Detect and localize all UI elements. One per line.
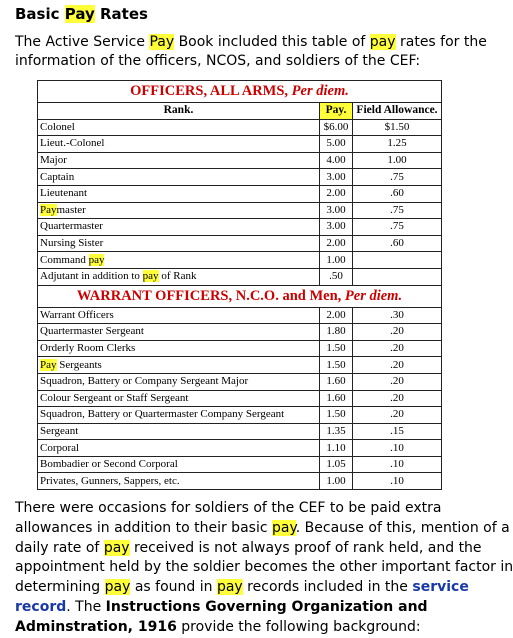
rank-text: Captain (40, 170, 75, 183)
table-row (38, 373, 442, 390)
rank-text: Colour Sergeant or Staff Sergeant (40, 391, 189, 404)
rank-text: Nursing Sister (40, 237, 104, 250)
pay-cell: 1.00 (320, 252, 353, 269)
rank-highlight: Pay (40, 358, 57, 371)
pay-cell: .50 (320, 268, 353, 285)
pay-cell: $6.00 (320, 119, 353, 136)
rank-text: Corporal (40, 441, 80, 454)
text: . Because of this, mention of a (295, 519, 510, 536)
officers-section-row (38, 81, 442, 103)
rank-text: master (56, 203, 86, 216)
rank-text: Sergeants (56, 358, 102, 371)
warrant-section-title (38, 285, 442, 307)
rank-cell (38, 307, 320, 324)
rank-cell (38, 185, 320, 202)
pay-cell: 1.80 (320, 324, 353, 341)
allowance-cell: .20 (353, 357, 442, 374)
title-text-end: Rates (94, 5, 148, 23)
text-bold: Adminstration, 1916 (15, 618, 177, 635)
rank-cell (38, 202, 320, 219)
rank-cell (38, 268, 320, 285)
allowance-cell: .30 (353, 307, 442, 324)
highlight: pay (216, 579, 243, 596)
intro-line-2: information of the officers, NCOS, and soldiers of the CEF: (15, 53, 421, 69)
outro-line-5 (15, 578, 467, 598)
pay-cell: 2.00 (320, 235, 353, 252)
rank-text: Quartermaster Sergeant (40, 325, 144, 338)
pay-rates-table (37, 80, 442, 490)
allowance-cell: .60 (353, 235, 442, 252)
table-row (38, 473, 442, 490)
table-row (38, 136, 442, 153)
rank-text: Command (40, 253, 89, 266)
table-row (38, 423, 442, 440)
service-record-link-end[interactable]: record (15, 598, 67, 615)
text: daily rate of (15, 539, 104, 556)
text: . The (66, 598, 106, 615)
pay-cell: 4.00 (320, 152, 353, 169)
allowance-cell: 1.25 (353, 136, 442, 153)
column-header-allowance: Field Allowance. (353, 103, 442, 120)
intro-paragraph (15, 33, 487, 71)
officers-section-title (38, 81, 442, 103)
allowance-cell: .20 (353, 390, 442, 407)
title-text: Basic (15, 5, 65, 23)
table-row (38, 252, 442, 269)
highlight: pay (271, 519, 296, 536)
allowance-cell: .20 (353, 373, 442, 390)
rank-text: Major (40, 154, 67, 167)
text: as found in (130, 579, 217, 596)
column-header-pay: Pay. (320, 103, 353, 120)
rank-cell (38, 340, 320, 357)
rank-cell (38, 456, 320, 473)
pay-cell: 1.00 (320, 473, 353, 490)
text: determining (15, 579, 105, 596)
outro-line-1: There were occasions for soldiers of the CEF to be paid extra (15, 500, 442, 516)
allowance-cell (353, 252, 442, 269)
rank-highlight: pay (142, 270, 159, 283)
text-italic: Per diem. (291, 83, 349, 99)
text-bold: Instructions Governing Organization and (105, 598, 428, 615)
rank-text: Sergeant (40, 424, 79, 437)
table-row (38, 340, 442, 357)
rank-text: Orderly Room Clerks (40, 342, 136, 355)
outro-line-7 (15, 618, 467, 638)
table-row (38, 268, 442, 285)
pay-cell: 1.60 (320, 390, 353, 407)
rank-cell (38, 235, 320, 252)
table-row (38, 324, 442, 341)
pay-cell: 1.35 (320, 423, 353, 440)
rank-cell (38, 440, 320, 457)
table-row (38, 440, 442, 457)
text: OFFICERS, ALL ARMS, (130, 83, 292, 99)
rank-text: Squadron, Battery or Company Sergeant Major (40, 375, 249, 388)
highlight: Pay (149, 34, 175, 50)
rank-cell (38, 152, 320, 169)
rank-cell (38, 373, 320, 390)
highlight: pay (369, 34, 396, 50)
rank-cell (38, 136, 320, 153)
rank-text: Colonel (40, 120, 75, 133)
text: provide the following background: (176, 618, 421, 635)
pay-cell: 3.00 (320, 202, 353, 219)
column-header-row (38, 103, 442, 120)
outro-line-3 (15, 539, 482, 559)
table-row (38, 169, 442, 186)
allowance-cell: 1.00 (353, 152, 442, 169)
text: Book included this table of (174, 34, 370, 50)
table-row (38, 219, 442, 236)
rank-cell (38, 357, 320, 374)
highlight: pay (103, 539, 130, 556)
intro-line-1 (15, 33, 487, 52)
text: allowances in addition to their basic (15, 519, 272, 536)
allowance-cell: .10 (353, 473, 442, 490)
rank-cell (38, 423, 320, 440)
closing-paragraph (15, 499, 513, 638)
rank-text: Squadron, Battery or Quartermaster Company Sergeant (40, 408, 285, 421)
allowance-cell: $1.50 (353, 119, 442, 136)
rank-highlight: pay (88, 253, 105, 266)
table-row (38, 185, 442, 202)
highlight: pay (104, 579, 131, 596)
rank-cell (38, 473, 320, 490)
page-title (15, 5, 148, 23)
table-row (38, 235, 442, 252)
rank-text: Bombadier or Second Corporal (40, 458, 178, 471)
table-row (38, 357, 442, 374)
allowance-cell: .75 (353, 169, 442, 186)
rank-cell (38, 407, 320, 424)
service-record-link[interactable]: service (412, 579, 469, 596)
rank-cell (38, 252, 320, 269)
outro-line-4: appointment held by the soldier becomes the other important factor in (15, 559, 513, 576)
rank-text: Warrant Officers (40, 308, 114, 321)
rank-cell (38, 219, 320, 236)
rank-highlight: Pay (40, 203, 57, 216)
pay-cell: 1.05 (320, 456, 353, 473)
rank-text: Lieutenant (40, 187, 88, 200)
text: records included in the (242, 579, 413, 596)
rank-text: of Rank (158, 270, 197, 283)
table-row (38, 152, 442, 169)
rank-cell (38, 169, 320, 186)
rank-text: Lieut.-Colonel (40, 137, 105, 150)
outro-line-2 (15, 519, 510, 539)
allowance-cell: .20 (353, 407, 442, 424)
pay-cell: 1.50 (320, 357, 353, 374)
allowance-cell: .20 (353, 340, 442, 357)
allowance-cell: .60 (353, 185, 442, 202)
rank-text: Adjutant in addition to (40, 270, 143, 283)
text: rates for the (395, 34, 487, 50)
pay-cell: 5.00 (320, 136, 353, 153)
table-row (38, 407, 442, 424)
title-highlight: Pay (64, 5, 95, 23)
pay-cell: 2.00 (320, 307, 353, 324)
table-row (38, 456, 442, 473)
allowance-cell: .10 (353, 440, 442, 457)
table-row (38, 390, 442, 407)
allowance-cell: .75 (353, 219, 442, 236)
allowance-cell: .10 (353, 456, 442, 473)
rank-text: Privates, Gunners, Sappers, etc. (40, 474, 180, 487)
text: The Active Service (15, 34, 150, 50)
pay-cell: 1.10 (320, 440, 353, 457)
text: WARRANT OFFICERS, N.C.O. and Men, (76, 287, 345, 304)
allowance-cell: .75 (353, 202, 442, 219)
allowance-cell: .15 (353, 423, 442, 440)
text: received is not always proof of rank held, and the (129, 539, 482, 556)
rank-cell (38, 324, 320, 341)
outro-line-6 (15, 598, 467, 618)
table-row (38, 202, 442, 219)
pay-cell: 2.00 (320, 185, 353, 202)
table-row (38, 307, 442, 324)
rank-cell (38, 119, 320, 136)
pay-rates-table-body (38, 81, 442, 490)
table-row (38, 119, 442, 136)
allowance-cell (353, 268, 442, 285)
pay-cell: 1.50 (320, 407, 353, 424)
pay-cell: 3.00 (320, 219, 353, 236)
text-italic: Per diem. (344, 287, 403, 304)
allowance-cell: .20 (353, 324, 442, 341)
column-header-rank: Rank. (38, 103, 320, 120)
pay-cell: 3.00 (320, 169, 353, 186)
pay-cell: 1.60 (320, 373, 353, 390)
rank-cell (38, 390, 320, 407)
rank-text: Quartermaster (40, 220, 103, 233)
warrant-section-row (38, 285, 442, 307)
pay-cell: 1.50 (320, 340, 353, 357)
